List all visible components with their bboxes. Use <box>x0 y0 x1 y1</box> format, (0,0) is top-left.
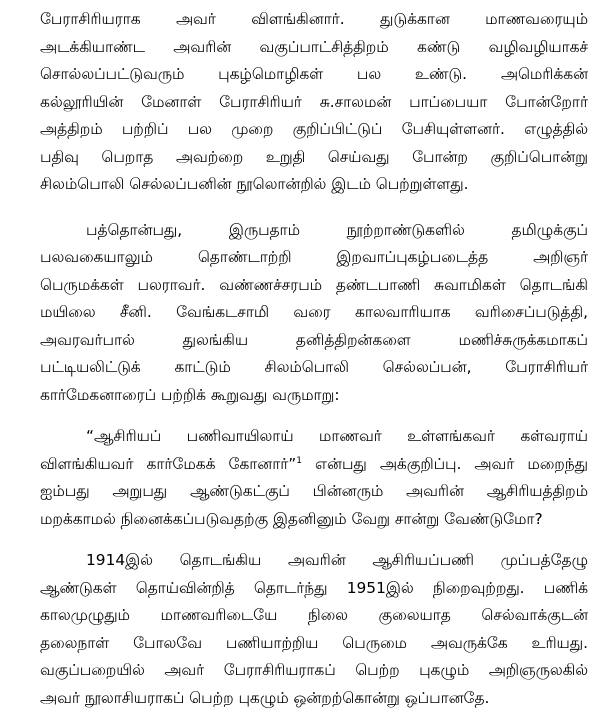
text-line: அடக்கியாண்ட அவரின் வகுப்பாட்சித்திறம் கண்டு வழிவழியாகச் <box>40 37 588 56</box>
text-line: காலமுழுதும் மாணவரிடையே நிலை குலையாத செல்வாக்குடன் <box>40 606 588 624</box>
quote-line: “ஆசிரியப் பணிவாயிலாய் மாணவர் உள்ளங்கவர் கள்வராய் <box>86 427 588 445</box>
paragraph-3-quote <box>40 423 588 533</box>
text-line: 1914இல் தொடங்கிய அவரின் ஆசிரியப்பணி முப்பத்தேழு <box>86 551 588 569</box>
paragraph-spacer <box>40 199 588 217</box>
text-line: அவரவர்பால் துலங்கிய தனித்திறன்களை மணிச்சுருக்கமாகப் <box>40 330 588 349</box>
text-line: சிலம்பொலி செல்லப்பனின் நூலொன்றில் இடம் பெற்றுள்ளது. <box>40 175 469 193</box>
paragraph-spacer <box>40 533 588 547</box>
text-line: பத்தொன்பது, இருபதாம் நூற்றாண்டுகளில் தமிழுக்குப் <box>86 220 588 239</box>
quote-end-text: விளங்கியவர் கார்மேகக் கோனார்” <box>40 454 297 473</box>
quote-followup-text: என்பது அக்குறிப்பு. அவர் மறைந்து <box>302 454 588 473</box>
quote-line-with-footnote <box>40 451 588 479</box>
text-line: பதிவு பெறாத அவற்றை உறுதி செய்வது போன்ற குறிப்பொன்று <box>40 147 588 166</box>
footnote-marker: 1 <box>296 455 302 466</box>
text-line: பலவகையாலும் தொண்டாற்றி இறவாப்புகழ்படைத்த அறிஞர் <box>40 248 588 266</box>
text-line: பெருமக்கள் பலராவர். வண்ணச்சரபம் தண்டபாணி சுவாமிகள் தொடங்கி <box>40 275 588 294</box>
text-line: கல்லூரியின் மேனாள் பேராசிரியர் சு.சாலமன் பாப்பையா போன்றோர் <box>40 92 588 111</box>
text-line: தலைநாள் போலவே பணியாற்றிய பெருமை அவருக்கே உரியது. <box>40 633 588 652</box>
text-line: ஐம்பது அறுபது ஆண்டுகட்குப் பின்னரும் அவரின் ஆசிரியத்திறம் <box>40 482 588 500</box>
text-line: பட்டியலிட்டுக் காட்டும் சிலம்பொலி செல்லப்பன், பேராசிரியர் <box>40 358 588 376</box>
text-line: ஆண்டுகள் தொய்வின்றித் தொடர்ந்து 1951இல் நிறைவுற்றது. பணிக் <box>40 578 588 597</box>
paragraph-2 <box>40 217 588 410</box>
paragraph-1 <box>40 6 588 199</box>
document-page <box>40 6 588 712</box>
text-line: அத்திறம் பற்றிப் பல முறை குறிப்பிட்டுப் பேசியுள்ளனர். எழுத்தில் <box>40 120 588 138</box>
text-line: சொல்லப்பட்டுவரும் புகழ்மொழிகள் பல உண்டு. அமெரிக்கன் <box>40 65 588 83</box>
text-line: வகுப்பறையில் அவர் பேராசிரியராகப் பெற்ற புகழும் அறிஞருலகில் <box>40 661 588 679</box>
text-line: அவர் நூலாசியராகப் பெற்ற புகழும் ஒன்றற்கொன்று ஒப்பானதே. <box>40 688 490 707</box>
text-line: பேராசிரியராக அவர் விளங்கினார். துடுக்கான மாணவரையும் <box>40 10 588 28</box>
paragraph-4 <box>40 547 588 712</box>
paragraph-spacer <box>40 409 588 423</box>
text-line: மயிலை சீனி. வேங்கடசாமி வரை காலவாரியாக வரிசைப்படுத்தி, <box>40 303 588 321</box>
text-line: கார்மேகனாரைப் பற்றிக் கூறுவது வருமாறு: <box>40 385 340 404</box>
text-line: மறக்காமல் நினைக்கப்படுவதற்கு இதனினும் வேறு சான்று வேண்டுமோ? <box>40 509 543 528</box>
